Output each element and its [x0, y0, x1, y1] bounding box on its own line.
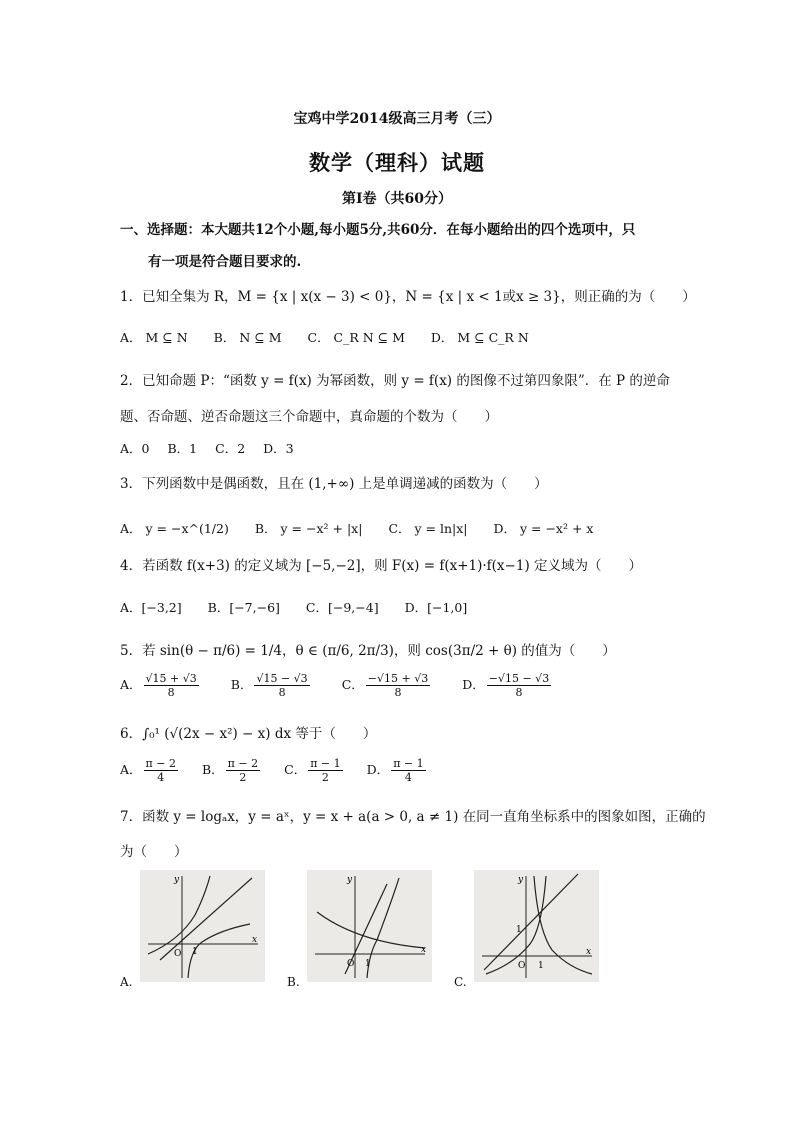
option-b[interactable]: B． $\frac{\pi - 2}{2}$	[201, 757, 259, 784]
option-b[interactable]: B． $\frac{√15 - √3}{8}$	[230, 672, 308, 699]
option-d[interactable]: D． M ⊆ C_R N	[430, 330, 529, 345]
question-6: 6．∫₀¹ (√(2x − x²) − x) dx 等于（ ）	[120, 726, 377, 742]
option-d[interactable]: D． $\frac{\pi - 1}{4}$	[366, 757, 424, 784]
question-3: 3．下列函数中是偶函数，且在 (1,+∞) 上是单调递减的函数为（ ）	[120, 476, 548, 492]
option-c[interactable]: C． C_R N ⊆ M	[307, 330, 405, 345]
option-a[interactable]: A． y = −x^(1/2)	[120, 521, 229, 536]
svg-text:y: y	[347, 875, 353, 885]
svg-text:x: x	[421, 945, 427, 955]
option-b[interactable]: B． y = −x² + |x|	[254, 521, 363, 536]
option-c[interactable]: C．[−9,−4]	[305, 600, 379, 615]
graph-a-label[interactable]: A.	[120, 975, 133, 989]
section-instructions-cont: 有一项是符合题目要求的.	[148, 254, 302, 270]
option-d[interactable]: D．3	[263, 441, 294, 456]
svg-text:1: 1	[365, 959, 371, 969]
svg-text:x: x	[252, 935, 258, 945]
option-b[interactable]: B． N ⊆ M	[213, 330, 282, 345]
svg-text:y: y	[174, 875, 180, 885]
question-2-cont: 题、否命题、逆否命题这三个命题中，真命题的个数为（ ）	[120, 409, 498, 425]
option-d[interactable]: D． y = −x² + x	[493, 521, 594, 536]
school-exam-title: 宝鸡中学2014级高三月考（三）	[293, 111, 501, 127]
question-7-cont: 为（ ）	[120, 844, 188, 860]
question-4-options	[120, 598, 467, 616]
option-d[interactable]: D．[−1,0]	[404, 600, 468, 615]
option-a[interactable]: A． $\frac{√15 + √3}{8}$	[120, 672, 197, 699]
option-d[interactable]: D． $\frac{-√15 - √3}{8}$	[462, 672, 550, 699]
svg-text:O: O	[518, 961, 526, 971]
graph-b-image	[307, 870, 432, 982]
subject-title: 数学（理科）试题	[309, 150, 485, 175]
graph-c-label[interactable]: C.	[454, 975, 467, 989]
option-a[interactable]: A． $\frac{\pi - 2}{4}$	[120, 757, 176, 784]
question-5: 5．若 sin(θ − π/6) = 1/4，θ ∈ (π/6, 2π/3)，则 cos(3π/2 + θ) 的值为（ ）	[120, 643, 616, 659]
svg-text:y: y	[518, 875, 524, 885]
option-b[interactable]: B．[−7,−6]	[207, 600, 280, 615]
question-4: 4．若函数 f(x+3) 的定义域为 [−5,−2]，则 F(x) = f(x+1)·f(x−1) 定义域为（ ）	[120, 558, 643, 574]
question-5-options	[120, 672, 553, 699]
option-a[interactable]: A． M ⊆ N	[120, 330, 188, 345]
paper-part-title: 第Ⅰ卷（共60分）	[341, 191, 453, 207]
option-a[interactable]: A．0	[120, 441, 150, 456]
question-2: 2．已知命题 P：“函数 y = f(x) 为幂函数，则 y = f(x) 的图像不过第四象限”．在 P 的逆命	[120, 373, 670, 389]
svg-text:1: 1	[538, 961, 544, 971]
graph-c-image	[474, 870, 599, 982]
svg-text:O: O	[174, 949, 182, 959]
option-c[interactable]: C． $\frac{-√15 + √3}{8}$	[341, 672, 429, 699]
svg-text:1: 1	[516, 925, 522, 935]
question-6-options	[120, 757, 428, 784]
svg-text:O: O	[347, 959, 355, 969]
option-c[interactable]: C．2	[215, 441, 246, 456]
option-a[interactable]: A．[−3,2]	[120, 600, 182, 615]
graph-a-image	[140, 870, 265, 982]
question-1: 1．已知全集为 R，M = {x | x(x − 3) < 0}，N = {x | x < 1或x ≥ 3}，则正确的为（ ）	[120, 289, 696, 305]
option-c[interactable]: C． y = ln|x|	[388, 521, 468, 536]
question-7: 7．函数 y = logₐx，y = aˣ，y = x + a(a > 0, a ≠ 1) 在同一直角坐标系中的图象如图，正确的	[120, 809, 706, 825]
svg-text:x: x	[586, 947, 592, 957]
section-instructions: 一、选择题：本大题共12个小题,每小题5分,共60分．在每小题给出的四个选项中，只	[120, 222, 636, 238]
option-c[interactable]: C． $\frac{\pi - 1}{2}$	[284, 757, 341, 784]
question-3-options	[120, 519, 593, 537]
graph-b-label[interactable]: B.	[287, 975, 300, 989]
option-b[interactable]: B．1	[167, 441, 198, 456]
question-1-options	[120, 328, 529, 346]
svg-text:1: 1	[192, 947, 198, 957]
question-2-options	[120, 439, 294, 457]
